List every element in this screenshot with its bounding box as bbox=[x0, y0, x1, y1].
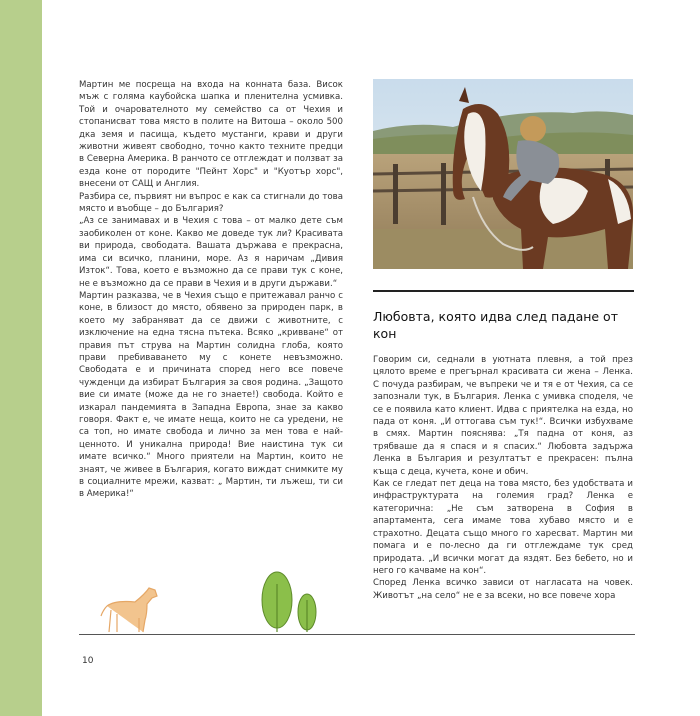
footer-illustration bbox=[95, 570, 335, 636]
paragraph: „Аз се занимавах и в Чехия с това – от малко дете съм заобиколен от коне. Какво ме доведе тук ли? Красивата ви природа, свободата. Вашата държава е прекрасна, има си всичко, планини, море. Аз я наричам „Дивия Изток“. Това, което е възможно да се прави тук с коне, не е възможно да се прави в Чехия и в други държави.“ bbox=[79, 216, 343, 289]
paragraph: Разбира се, първият ни въпрос е как са стигнали до това място и въобще – до България? bbox=[79, 191, 343, 215]
paragraph: Говорим си, седнали в уютната плевня, а той през цялото време е прегърнал красивата си жена – Ленка. С почуда разбирам, че въпреки че и тя е от Чехия, са се запознали тук, в България. Ленка с умивка споделя, че се е появила като клиент. Идва с приятелка на езда, но пада от коня. „И оттогава съм тук!“. Всички избухваме в смях. Мартин пояснява: „Тя падна от коня, аз трябваше да я спася и я спасих.“ Любовта задържа Ленка в България и резултатът е прекрасен: пълна къща с деца, кучета, коне и обич. bbox=[373, 355, 633, 477]
page-number: 10 bbox=[82, 656, 94, 666]
paragraph: Как се гледат пет деца на това място, без удобствата и инфраструктурата на големия град? Ленка е категорична: „Не съм затворена в София в апартамента, сега имаме това хубаво място и е страхотно. Децата също много го харесват. Мартин ми помага и е по-лесно да ги отглеждаме тук сред природата. „И всички могат да яздят. Без бебето, но и него го качваме на кон“. bbox=[373, 479, 633, 576]
horse-icon bbox=[101, 588, 157, 632]
paragraph: Мартин ме посреща на входа на конната база. Висок мъж с голяма каубойска шапка и пленителна усмивка. Той и очарователното му семейство са от Чехия и стопанисват това място в полите на Витоша – около 500 дка земя и пасища, където мустанги, крави и други животни живеят свободно, точно както техните предци в Северна Америка. В ранчото се отглеждат и ползват за езда коне от породите "Пейнт Хорс" и "Куотър хорс", внесени от САЩ и Англия. bbox=[79, 80, 343, 190]
section-divider bbox=[373, 290, 634, 292]
horse-photo bbox=[373, 79, 633, 269]
side-color-band bbox=[0, 0, 42, 716]
paragraph: Мартин разказва, че в Чехия също е притежавал ранчо с коне, в близост до място, обявено за природен парк, в което му забраняват да се движи с животните, с изключение на една тясна пътека. Всяко „кривване“ от правия път струва на Мартин солидна глоба, която прави пребиваването му с конете невъзможно. Свободата е и причината според него все повече чужденци да избират България за своя родина. „Защото вие си имате (може да не го знаете!) свобода. Който е изкарал пандемията в Западна Европа, знае за какво говоря. Факт е, че имате неща, които не са уредени, не са топ, но имате свобода и лично за мен това е най-ценното. И уникална природа! Вие наистина тук си имате всичко.“ Много приятели на Мартин, които не знаят, че живее в България, когато виждат снимките му в социалните мрежи, казват: „ Мартин, ти лъжеш, ти си в Америка!“ bbox=[79, 290, 343, 500]
article-right-column bbox=[373, 354, 633, 602]
tree-icon bbox=[262, 572, 316, 632]
article-left-column bbox=[79, 79, 343, 501]
section-heading: Любовта, която идва след падане от кон bbox=[373, 309, 618, 341]
footer-rule bbox=[79, 634, 635, 635]
paragraph: Според Ленка всичко зависи от нагласата на човек. Животът „на село“ не е за всеки, но все повече хора bbox=[373, 578, 633, 601]
